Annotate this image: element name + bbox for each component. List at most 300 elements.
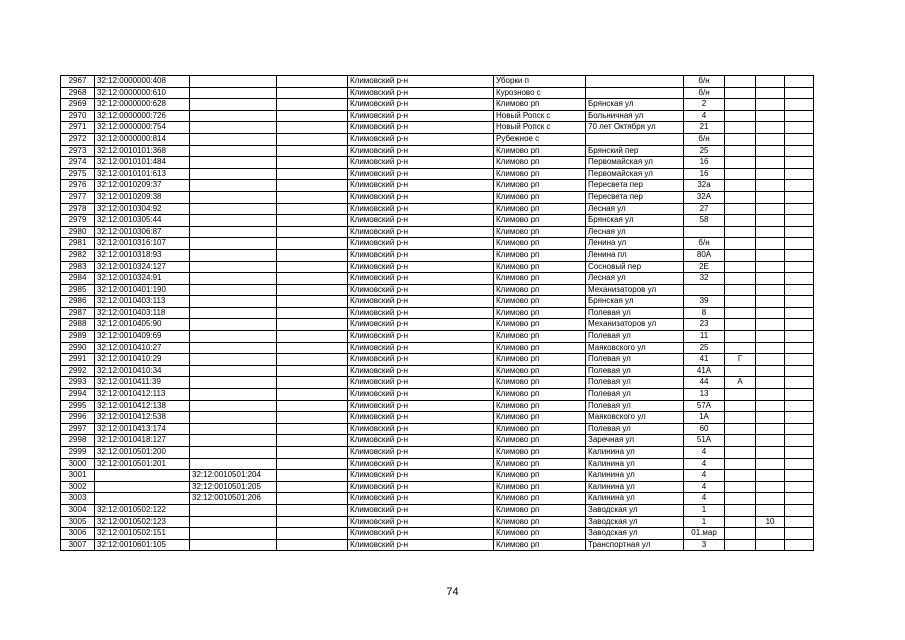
cell-locality: Климово рп — [494, 377, 586, 389]
table-row — [61, 412, 814, 424]
cell-district: Климовский р-н — [348, 458, 494, 470]
cell-district: Климовский р-н — [348, 226, 494, 238]
cell-col-empty — [277, 447, 348, 459]
cell-street: Калинина ул — [586, 458, 684, 470]
cell-row-number: 2997 — [61, 423, 95, 435]
cell-street: Лесная ул — [586, 226, 684, 238]
cell-col-empty — [277, 458, 348, 470]
cell-locality: Рубежное с — [494, 133, 586, 145]
cell-extra — [756, 122, 785, 134]
cell-cadastral-number-alt — [190, 458, 277, 470]
cell-house-number: 4 — [684, 481, 725, 493]
cell-locality: Климово рп — [494, 180, 586, 192]
cell-locality: Климово рп — [494, 168, 586, 180]
cell-blank — [785, 122, 814, 134]
cell-locality: Климово рп — [494, 307, 586, 319]
cell-house-number: 13 — [684, 389, 725, 401]
cell-blank — [785, 481, 814, 493]
cell-extra — [756, 261, 785, 273]
cell-blank — [785, 226, 814, 238]
cell-street: 70 лет Октября ул — [586, 122, 684, 134]
cell-letter: Г — [725, 354, 756, 366]
cell-district: Климовский р-н — [348, 122, 494, 134]
cell-street: Брянская ул — [586, 215, 684, 227]
cell-blank — [785, 470, 814, 482]
cell-blank — [785, 284, 814, 296]
cell-extra — [756, 319, 785, 331]
cell-cadastral-number-alt — [190, 447, 277, 459]
table-row — [61, 284, 814, 296]
table-row — [61, 331, 814, 343]
cell-row-number: 2988 — [61, 319, 95, 331]
cell-district: Климовский р-н — [348, 435, 494, 447]
cell-cadastral-number: 32:12:0010306:87 — [95, 226, 190, 238]
cell-col-empty — [277, 412, 348, 424]
cell-cadastral-number: 32:12:0010209:38 — [95, 191, 190, 203]
table-row — [61, 447, 814, 459]
cell-cadastral-number: 32:12:0010410:29 — [95, 354, 190, 366]
cell-col-empty — [277, 400, 348, 412]
cell-house-number: 2 — [684, 99, 725, 111]
cell-letter — [725, 296, 756, 308]
cell-street: Заводская ул — [586, 528, 684, 540]
cell-street — [586, 133, 684, 145]
cell-street: Калинина ул — [586, 470, 684, 482]
cell-row-number: 2996 — [61, 412, 95, 424]
cell-cadastral-number: 32:12:0010501:200 — [95, 447, 190, 459]
table-row — [61, 470, 814, 482]
cell-locality: Климово рп — [494, 261, 586, 273]
cell-row-number: 2994 — [61, 389, 95, 401]
cell-cadastral-number-alt — [190, 365, 277, 377]
cell-blank — [785, 319, 814, 331]
cell-row-number: 3004 — [61, 504, 95, 516]
cell-district: Климовский р-н — [348, 539, 494, 551]
table-row — [61, 157, 814, 169]
cell-cadastral-number: 32:12:0010403:113 — [95, 296, 190, 308]
cell-extra — [756, 99, 785, 111]
cell-cadastral-number-alt — [190, 296, 277, 308]
cell-locality: Климово рп — [494, 226, 586, 238]
cell-cadastral-number: 32:12:0000000:726 — [95, 110, 190, 122]
cell-locality: Климово рп — [494, 273, 586, 285]
cell-letter — [725, 400, 756, 412]
cell-cadastral-number-alt — [190, 389, 277, 401]
cell-house-number: 32А — [684, 191, 725, 203]
cell-street: Брянский пер — [586, 145, 684, 157]
cell-cadastral-number-alt — [190, 249, 277, 261]
table-row — [61, 215, 814, 227]
cell-extra — [756, 296, 785, 308]
cell-blank — [785, 110, 814, 122]
cell-row-number: 2976 — [61, 180, 95, 192]
cell-extra — [756, 389, 785, 401]
cell-col-empty — [277, 226, 348, 238]
table-row — [61, 342, 814, 354]
cell-locality: Климово рп — [494, 493, 586, 505]
cell-street: Заводская ул — [586, 516, 684, 528]
cell-cadastral-number-alt — [190, 528, 277, 540]
cell-cadastral-number-alt — [190, 354, 277, 366]
table-row — [61, 319, 814, 331]
cell-street: Полевая ул — [586, 389, 684, 401]
cell-street: Заречная ул — [586, 435, 684, 447]
cell-col-empty — [277, 342, 348, 354]
cell-house-number: 1 — [684, 504, 725, 516]
cell-row-number: 2977 — [61, 191, 95, 203]
cell-col-empty — [277, 191, 348, 203]
cell-blank — [785, 133, 814, 145]
cell-cadastral-number: 32:12:0010502:122 — [95, 504, 190, 516]
cell-locality: Климово рп — [494, 470, 586, 482]
cell-locality: Климово рп — [494, 365, 586, 377]
cell-locality: Климово рп — [494, 284, 586, 296]
cell-street: Маяковского ул — [586, 412, 684, 424]
cell-row-number: 3007 — [61, 539, 95, 551]
cell-row-number: 2972 — [61, 133, 95, 145]
cell-row-number: 2968 — [61, 87, 95, 99]
cell-letter — [725, 249, 756, 261]
cell-letter — [725, 423, 756, 435]
cell-house-number: 16 — [684, 168, 725, 180]
cell-cadastral-number-alt: 32:12:0010501:205 — [190, 481, 277, 493]
cell-row-number: 2984 — [61, 273, 95, 285]
cell-letter — [725, 528, 756, 540]
cell-cadastral-number-alt — [190, 261, 277, 273]
cell-col-empty — [277, 493, 348, 505]
cell-cadastral-number-alt — [190, 203, 277, 215]
cell-district: Климовский р-н — [348, 342, 494, 354]
cell-street: Пересвета пер — [586, 180, 684, 192]
cell-extra — [756, 273, 785, 285]
cell-extra — [756, 145, 785, 157]
cell-letter — [725, 226, 756, 238]
cell-house-number: б/н — [684, 133, 725, 145]
cell-row-number: 2979 — [61, 215, 95, 227]
cell-cadastral-number: 32:12:0010502:123 — [95, 516, 190, 528]
cell-house-number: 41 — [684, 354, 725, 366]
cell-col-empty — [277, 284, 348, 296]
cell-cadastral-number-alt — [190, 191, 277, 203]
cell-extra — [756, 481, 785, 493]
cell-house-number: 2Е — [684, 261, 725, 273]
table-row — [61, 99, 814, 111]
table-row — [61, 168, 814, 180]
cell-col-empty — [277, 110, 348, 122]
cell-street: Лесная ул — [586, 273, 684, 285]
cell-cadastral-number-alt: 32:12:0010501:206 — [190, 493, 277, 505]
cell-district: Климовский р-н — [348, 354, 494, 366]
cell-cadastral-number: 32:12:0010401:190 — [95, 284, 190, 296]
cell-district: Климовский р-н — [348, 249, 494, 261]
cell-district: Климовский р-н — [348, 493, 494, 505]
cell-locality: Климово рп — [494, 528, 586, 540]
cell-cadastral-number: 32:12:0010410:34 — [95, 365, 190, 377]
cell-street: Сосновый пер — [586, 261, 684, 273]
cell-blank — [785, 331, 814, 343]
cell-locality: Климово рп — [494, 516, 586, 528]
cell-locality: Уборки п — [494, 76, 586, 88]
cell-row-number: 2969 — [61, 99, 95, 111]
cell-letter — [725, 307, 756, 319]
cell-locality: Климово рп — [494, 249, 586, 261]
cell-locality: Климово рп — [494, 203, 586, 215]
cell-col-empty — [277, 145, 348, 157]
cell-col-empty — [277, 319, 348, 331]
cell-col-empty — [277, 87, 348, 99]
cell-cadastral-number: 32:12:0010316:107 — [95, 238, 190, 250]
cell-cadastral-number-alt — [190, 423, 277, 435]
cell-blank — [785, 296, 814, 308]
table-row — [61, 180, 814, 192]
cell-district: Климовский р-н — [348, 133, 494, 145]
cell-col-empty — [277, 423, 348, 435]
cell-extra — [756, 458, 785, 470]
cell-blank — [785, 168, 814, 180]
table-row — [61, 110, 814, 122]
cell-locality: Климово рп — [494, 342, 586, 354]
cell-cadastral-number-alt — [190, 122, 277, 134]
cell-cadastral-number: 32:12:0010601:105 — [95, 539, 190, 551]
cell-letter — [725, 110, 756, 122]
cell-extra: 10 — [756, 516, 785, 528]
cell-blank — [785, 354, 814, 366]
cell-house-number: 51А — [684, 435, 725, 447]
cell-street: Полевая ул — [586, 423, 684, 435]
cell-letter — [725, 331, 756, 343]
cell-house-number: 4 — [684, 493, 725, 505]
cell-row-number: 2975 — [61, 168, 95, 180]
cell-extra — [756, 226, 785, 238]
cell-col-empty — [277, 435, 348, 447]
cell-extra — [756, 110, 785, 122]
cell-district: Климовский р-н — [348, 389, 494, 401]
cell-cadastral-number-alt — [190, 168, 277, 180]
cell-cadastral-number: 32:12:0010305:44 — [95, 215, 190, 227]
cell-district: Климовский р-н — [348, 99, 494, 111]
table-row — [61, 516, 814, 528]
table-row — [61, 307, 814, 319]
cell-blank — [785, 516, 814, 528]
cell-row-number: 2980 — [61, 226, 95, 238]
cell-letter — [725, 342, 756, 354]
cell-cadastral-number-alt — [190, 319, 277, 331]
cell-col-empty — [277, 215, 348, 227]
cell-street: Первомайская ул — [586, 168, 684, 180]
cell-locality: Климово рп — [494, 157, 586, 169]
cell-extra — [756, 284, 785, 296]
cell-col-empty — [277, 389, 348, 401]
cell-cadastral-number: 32:12:0010403:118 — [95, 307, 190, 319]
cell-cadastral-number-alt — [190, 539, 277, 551]
cell-district: Климовский р-н — [348, 215, 494, 227]
cell-district: Климовский р-н — [348, 157, 494, 169]
cell-house-number: 80А — [684, 249, 725, 261]
cell-cadastral-number: 32:12:0010101:613 — [95, 168, 190, 180]
cell-cadastral-number: 32:12:0010318:93 — [95, 249, 190, 261]
cell-cadastral-number: 32:12:0010324:127 — [95, 261, 190, 273]
cell-extra — [756, 400, 785, 412]
cell-locality: Климово рп — [494, 539, 586, 551]
cell-row-number: 3005 — [61, 516, 95, 528]
cell-district: Климовский р-н — [348, 423, 494, 435]
table-row — [61, 458, 814, 470]
cell-extra — [756, 133, 785, 145]
cell-col-empty — [277, 354, 348, 366]
cell-house-number: б/н — [684, 238, 725, 250]
cell-house-number: 8 — [684, 307, 725, 319]
cell-letter — [725, 261, 756, 273]
cell-district: Климовский р-н — [348, 273, 494, 285]
cell-extra — [756, 87, 785, 99]
cell-street: Механизаторов ул — [586, 319, 684, 331]
cell-cadastral-number: 32:12:0010502:151 — [95, 528, 190, 540]
cell-blank — [785, 273, 814, 285]
table-row — [61, 435, 814, 447]
cell-cadastral-number: 32:12:0010409:69 — [95, 331, 190, 343]
cell-blank — [785, 493, 814, 505]
cell-cadastral-number: 32:12:0000000:628 — [95, 99, 190, 111]
cell-cadastral-number-alt — [190, 435, 277, 447]
page-number: 74 — [446, 586, 459, 598]
cell-letter — [725, 273, 756, 285]
cell-row-number: 2974 — [61, 157, 95, 169]
cell-extra — [756, 168, 785, 180]
cell-cadastral-number-alt — [190, 412, 277, 424]
cell-row-number: 3002 — [61, 481, 95, 493]
cell-row-number: 3001 — [61, 470, 95, 482]
cell-blank — [785, 180, 814, 192]
cell-letter — [725, 76, 756, 88]
cell-street: Полевая ул — [586, 365, 684, 377]
cell-locality: Климово рп — [494, 458, 586, 470]
cell-cadastral-number-alt — [190, 180, 277, 192]
cell-extra — [756, 528, 785, 540]
cell-cadastral-number: 32:12:0010411:39 — [95, 377, 190, 389]
cell-street: Полевая ул — [586, 377, 684, 389]
table-row — [61, 226, 814, 238]
table-row — [61, 122, 814, 134]
cell-district: Климовский р-н — [348, 87, 494, 99]
cell-locality: Климово рп — [494, 481, 586, 493]
cell-row-number: 2989 — [61, 331, 95, 343]
cell-letter — [725, 389, 756, 401]
cell-street: Калинина ул — [586, 447, 684, 459]
table-row — [61, 145, 814, 157]
cell-letter — [725, 99, 756, 111]
cell-blank — [785, 365, 814, 377]
table-row — [61, 400, 814, 412]
cell-col-empty — [277, 122, 348, 134]
cell-col-empty — [277, 528, 348, 540]
table-row — [61, 76, 814, 88]
cell-cadastral-number-alt — [190, 226, 277, 238]
cell-row-number: 2999 — [61, 447, 95, 459]
cell-letter — [725, 87, 756, 99]
cell-district: Климовский р-н — [348, 203, 494, 215]
cell-locality: Климово рп — [494, 319, 586, 331]
cell-cadastral-number-alt — [190, 215, 277, 227]
cell-row-number: 2978 — [61, 203, 95, 215]
cell-extra — [756, 377, 785, 389]
cell-cadastral-number-alt — [190, 133, 277, 145]
cell-blank — [785, 203, 814, 215]
cell-cadastral-number — [95, 481, 190, 493]
cell-house-number: 57А — [684, 400, 725, 412]
cell-district: Климовский р-н — [348, 168, 494, 180]
cell-district: Климовский р-н — [348, 296, 494, 308]
table-row — [61, 249, 814, 261]
cell-blank — [785, 435, 814, 447]
cell-cadastral-number: 32:12:0000000:408 — [95, 76, 190, 88]
cell-blank — [785, 145, 814, 157]
cell-row-number: 2982 — [61, 249, 95, 261]
cell-district: Климовский р-н — [348, 528, 494, 540]
cell-street: Механизаторов ул — [586, 284, 684, 296]
table-row — [61, 493, 814, 505]
table-row — [61, 133, 814, 145]
cell-cadastral-number: 32:12:0000000:814 — [95, 133, 190, 145]
cell-house-number: 16 — [684, 157, 725, 169]
cell-letter — [725, 215, 756, 227]
cell-blank — [785, 307, 814, 319]
cell-blank — [785, 423, 814, 435]
cell-district: Климовский р-н — [348, 331, 494, 343]
cell-col-empty — [277, 331, 348, 343]
cell-row-number: 2993 — [61, 377, 95, 389]
cell-street: Полевая ул — [586, 331, 684, 343]
cell-row-number: 2981 — [61, 238, 95, 250]
cell-street: Брянская ул — [586, 296, 684, 308]
cell-cadastral-number — [95, 493, 190, 505]
cell-cadastral-number: 32:12:0010418:127 — [95, 435, 190, 447]
cell-house-number: 1А — [684, 412, 725, 424]
cell-col-empty — [277, 99, 348, 111]
cell-row-number: 3000 — [61, 458, 95, 470]
cell-letter — [725, 238, 756, 250]
cell-cadastral-number-alt — [190, 377, 277, 389]
table-row — [61, 296, 814, 308]
cell-extra — [756, 504, 785, 516]
cell-row-number: 2983 — [61, 261, 95, 273]
cell-letter — [725, 319, 756, 331]
cell-cadastral-number-alt — [190, 157, 277, 169]
cell-letter — [725, 516, 756, 528]
cell-extra — [756, 354, 785, 366]
table-row — [61, 203, 814, 215]
cell-cadastral-number-alt — [190, 110, 277, 122]
cell-cadastral-number-alt — [190, 87, 277, 99]
cell-extra — [756, 412, 785, 424]
cell-cadastral-number: 32:12:0000000:610 — [95, 87, 190, 99]
cell-col-empty — [277, 133, 348, 145]
cell-col-empty — [277, 539, 348, 551]
cell-blank — [785, 215, 814, 227]
cell-locality: Климово рп — [494, 331, 586, 343]
cell-blank — [785, 261, 814, 273]
cell-blank — [785, 528, 814, 540]
cell-street: Полевая ул — [586, 307, 684, 319]
cell-col-empty — [277, 238, 348, 250]
cell-street: Ленина пл — [586, 249, 684, 261]
cell-cadastral-number: 32:12:0000000:754 — [95, 122, 190, 134]
table-row — [61, 539, 814, 551]
cell-house-number: 60 — [684, 423, 725, 435]
cell-house-number: 32а — [684, 180, 725, 192]
cell-blank — [785, 458, 814, 470]
cell-district: Климовский р-н — [348, 145, 494, 157]
cell-street: Больничная ул — [586, 110, 684, 122]
